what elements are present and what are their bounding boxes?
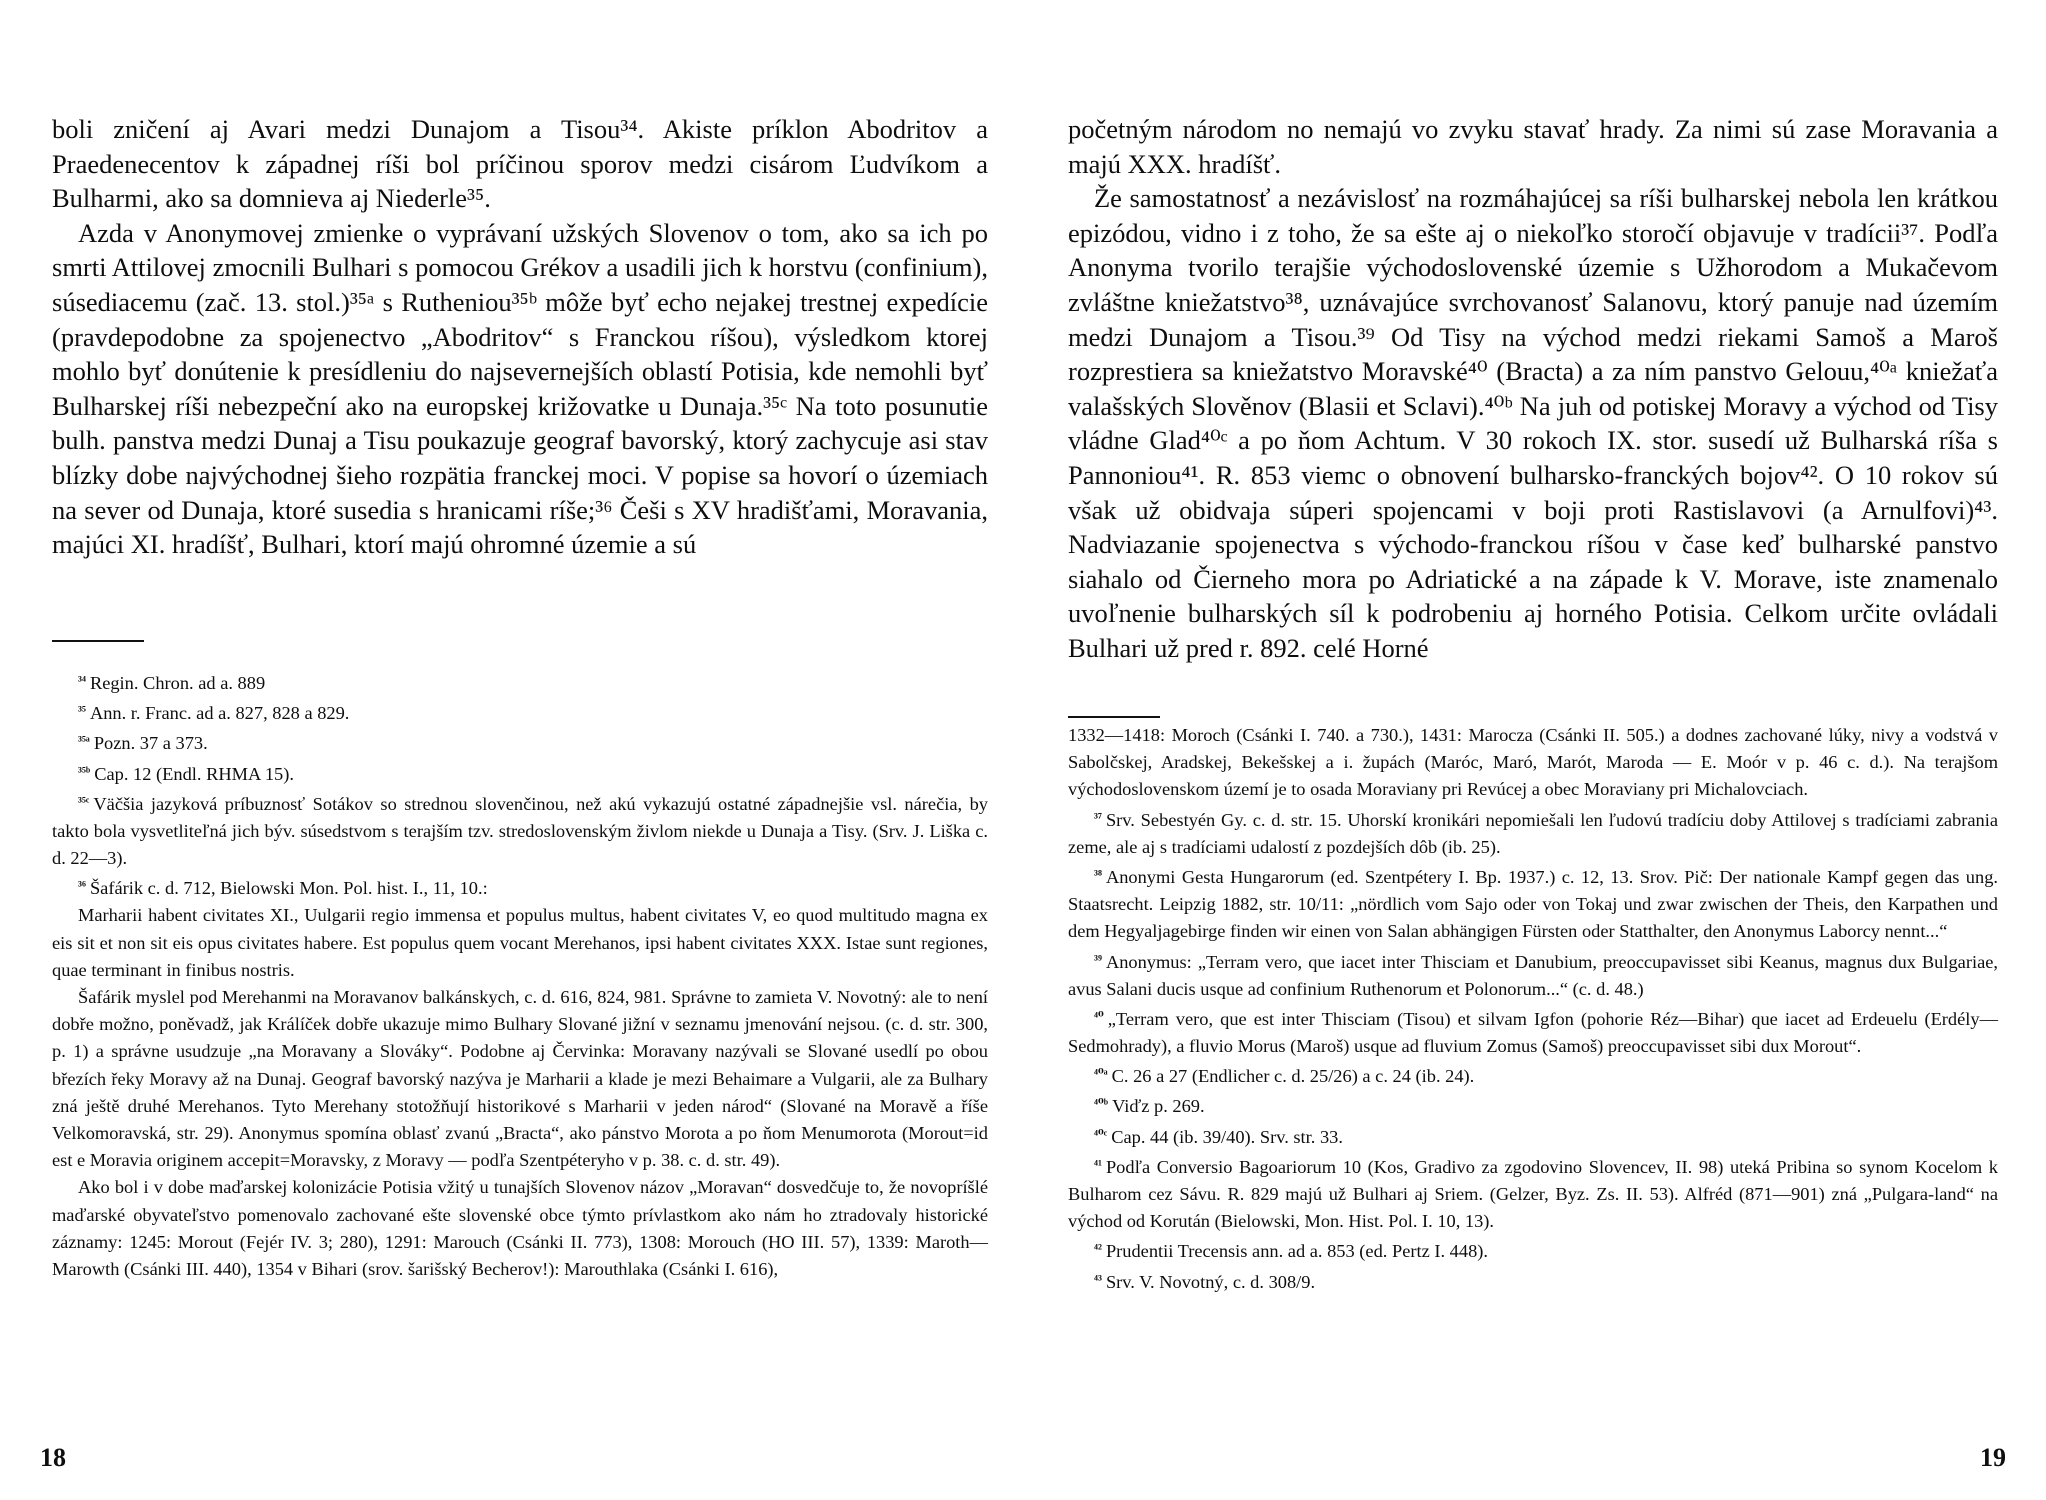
right-paragraph: početným národom no nemajú vo zvyku stavať hrady. Za nimi sú zase Moravania a majú XXX. hradíšť.: [1068, 114, 1998, 179]
right-paragraph: Že samostatnosť a nezávislosť na rozmáhajúcej sa ríši bulharskej nebola len krátkou epizódou, vidno i z toho, že sa ešte aj o niekoľko storočí objavuje v tradícii³⁷. Podľa Anonyma tvorilo terajšie východoslovenské územie s Užhorodom a Mukačevom zvláštne kniežatstvo³⁸, uznávajúce svrchovanosť Salanovu, ktorý panuje nad územím medzi Dunajom a Tisou.³⁹ Od Tisy na východ medzi riekami Samoš a Maroš rozprestiera sa kniežatstvo Moravské⁴⁰ (Bracta) a za ním panstvo Gelouu,⁴⁰ᵃ kniežaťa valašských Slověnov (Blasii et Sclavi).⁴⁰ᵇ Na juh od potiskej Moravy a východ od Tisy vládne Glad⁴⁰ᶜ a po ňom Achtum. V 30 rokoch IX. stor. susedí už Bulharská ríša s Pannoniou⁴¹. R. 853 viemc o obnovení bulharsko-franckých bojov⁴². O 10 rokov sú však už obidvaja súperi spojencami v boji proti Rastislavovi (a Arnulfovi)⁴³. Nadviazanie spojenectva s východo-franckou ríšou v čase keď bulharské panstvo siahalo od Čierneho mora po Adriatické a na západe k V. Morave, iste znamenalo uvoľnenie bulharských síl k podrobeniu aj horného Potisia. Celkom určite ovládali Bulhari už pred r. 892. celé Horné: [1068, 183, 1998, 663]
footnote-text: Viďz p. 269.: [1112, 1096, 1205, 1117]
footnote-text: „Terram vero, que est inter Thisciam (Tisou) et silvam Igfon (pohorie Réz—Bihar) que iacet ad Erdeuelu (Erdély—Sedmohrady), a fluvio Morus (Maroš) usque ad fluvium Zomus (Samoš) preoccupavisset sibi dux Morout“.: [1068, 1008, 1998, 1057]
footnote-mark: ³⁵ᵇ: [78, 763, 91, 779]
footnote-rule: [1068, 716, 1160, 718]
page-number: 18: [40, 1443, 66, 1472]
footnote: [1068, 1060, 1998, 1090]
footnote-mark: ³⁵: [78, 703, 86, 719]
right-body-text: [1068, 112, 1998, 666]
footnote: [52, 872, 988, 902]
footnote-text: Pozn. 37 a 373.: [93, 733, 208, 754]
footnote-text: Regin. Chron. ad a. 889: [89, 672, 266, 693]
footnote-text: Podľa Conversio Bagoariorum 10 (Kos, Gradivo za zgodovino Slovencev, II. 98) uteká Pribina so synom Kocelom k Bulharom cez Sávu. R. 829 majú už Bulhari aj Sriem. (Gelzer, Byz. Zs. II. 53). Alfréd (871—901) zná „Pulgara-land“ na východ od Korután (Bielowski, Mon. Hist. Pol. I. 10, 13).: [1068, 1156, 1998, 1232]
footnote-continuation: Ako bol i v dobe maďarskej kolonizácie Potisia vžitý u tunajších Slovenov názov „Moravan“ dosvedčuje to, že novopríšlé maďarské obyvateľstvo pomenovalo zachované ešte slovenské obce týmto prívlastkom ako nám ho ztradovaly historické záznamy: 1245: Morout (Fejér IV. 3; 280), 1291: Marouch (Csánki II. 773), 1308: Morouch (HO III. 57), 1339: Maroth—Marowth (Csánki III. 440), 1354 v Bihari (srov. šarišský Becherov!): Marouthlaka (Csánki I. 616),: [52, 1177, 988, 1280]
footnote-text: Cap. 44 (ib. 39/40). Srv. str. 33.: [1111, 1126, 1343, 1147]
footnote-rule: [52, 640, 144, 642]
footnote-mark: ⁴⁰ᶜ: [1094, 1126, 1108, 1142]
page-number: 19: [1980, 1443, 2006, 1472]
footnote: [1068, 1003, 1998, 1060]
footnote: [1068, 946, 1998, 1003]
footnote-text: Šafárik c. d. 712, Bielowski Mon. Pol. hist. I., 11, 10.:: [89, 878, 488, 899]
footnote-mark: ³⁸: [1094, 866, 1102, 882]
footnote-mark: ³⁷: [1094, 809, 1102, 825]
footnote: [52, 667, 988, 697]
footnote-mark: ³⁵ᶜ: [78, 793, 90, 809]
footnote-text: Ann. r. Franc. ad a. 827, 828 a 829.: [89, 703, 350, 724]
footnote: [1068, 1151, 1998, 1236]
footnote-continuation: Šafárik myslel pod Merehanmi na Moravanov balkánskych, c. d. 616, 824, 981. Správne to zamieta V. Novotný: ale to není dobře možno, poněvadž, jak Králíček dobře ukazuje mimo Bulhary Slované jižní v seznamu jmenování nejsou. (c. d. str. 300, p. 1) a správne usudzuje „na Moravany a Slováky“. Podobne aj Červinka: Moravany nazývali se Slované usedlí po obou březích řeky Moravy až na Dunaj. Geograf bavorský nazýva je Marharii a klade je mezi Behaimare a Vulgarii, ale za Bulhary zná ještě druhé Merehanos. Tyto Merehany stotožňují historikové s Marharii v jeden národ“ (Slované na Moravě a říše Velkomoravská, str. 29). Anonymus spomína oblasť zvanú „Bracta“, ako pánstvo Morota a po ňom Menumorota (Morout=id est e Moravia originem accepit=Moravsky, z Moravy — podľa Szentpéteryho v p. 38. c. d. str. 49).: [52, 987, 988, 1171]
right-page: [1023, 0, 2046, 1500]
footnote: [1068, 1121, 1998, 1151]
footnote-continuation: Marharii habent civitates XI., Uulgarii regio immensa et populus multus, habent civitates V, eo quod multitudo magna ex eis sit et non sit eis opus civitates habere. Est populus quem vocant Merehanos, ipsi habent civitates XXX. Istae sunt regiones, quae terminant in finibus nostris.: [52, 905, 988, 980]
footnote: [52, 788, 988, 873]
footnote-mark: ⁴⁰: [1094, 1008, 1104, 1024]
footnote: [1068, 861, 1998, 946]
left-paragraph: Azda v Anonymovej zmienke o vyprávaní užských Slovenov o tom, ako sa ich po smrti Attilovej zmocnili Bulhari s pomocou Grékov a usadili jich k horstvu (confinium), súsediacemu (zač. 13. stol.)³⁵ᵃ s Rutheniou³⁵ᵇ môže byť echo nejakej trestnej expedície (pravdepodobne za spojenectvo „Abodritov“ s Franckou ríšou), výsledkom ktorej mohlo byť donútenie k presídleniu do najsevernejších oblastí Potisia, kde nemohli byť Bulharskej ríši nebezpeční ako na europskej križovatke u Dunaja.³⁵ᶜ Na toto posunutie bulh. panstva medzi Dunaj a Tisu poukazuje geograf bavorský, ktorý zachycuje asi stav blízky dobe najvýchodnej šieho rozpätia franckej moci. V popise sa hovorí o územiach na sever od Dunaja, ktoré susedia s hranicami ríše;³⁶ Češi s XV hradišťami, Moravania, majúci XI. hradíšť, Bulhari, ktorí majú ohromné územie a sú: [52, 217, 988, 560]
footnote-text: Väčšia jazyková príbuznosť Sotákov so strednou slovenčinou, než akú vykazujú ostatné západnejšie vsl. nárečia, by takto bola vysvetliteľná jich býv. súsedstvom s terajším tzv. stredoslovenským živlom niekde u Dunaja a Tisy. (Srv. J. Liška c. d. 22—3).: [52, 793, 988, 869]
footnote-text: Prudentii Trecensis ann. ad a. 853 (ed. Pertz I. 448).: [1105, 1241, 1488, 1262]
footnote: [52, 697, 988, 727]
footnote-mark: ⁴³: [1094, 1271, 1102, 1287]
footnote-mark: ³⁶: [78, 878, 86, 894]
footnote-text: Srv. V. Novotný, c. d. 308/9.: [1105, 1271, 1316, 1292]
footnote-text: Anonymi Gesta Hungarorum (ed. Szentpétery I. Bp. 1937.) c. 12, 13. Srov. Pič: Der nationale Kampf gegen das ung. Staatsrecht. Leipzig 1882, str. 10/11: „nördlich vom Sajo oder von Tokaj und zwar zwischen der Theis, den Karpathen und dem Hegyaljagebirge finden wir einen von Salan abhängigen Fürsten oder Statthalter, den Anonymus Laborcy nennt...“: [1068, 866, 1998, 942]
footnote-mark: ⁴¹: [1094, 1156, 1102, 1172]
left-footnotes: [52, 667, 988, 1283]
right-footnotes: [1068, 722, 1998, 1296]
footnote-mark: ⁴⁰ᵇ: [1094, 1096, 1109, 1112]
footnote: [1068, 1090, 1998, 1120]
footnote-mark: ³⁹: [1094, 951, 1102, 967]
footnote-mark: ⁴²: [1094, 1241, 1102, 1257]
left-paragraph: boli zničení aj Avari medzi Dunajom a Tisou³⁴. Akiste príklon Abodritov a Praedenecentov k západnej ríši bol príčinou sporov medzi cisárom Ľudvíkom a Bulharmi, ako sa domnieva aj Niederle³⁵.: [52, 114, 988, 214]
footnote-mark: ³⁴: [78, 673, 86, 688]
footnote: [52, 727, 988, 757]
footnote: [52, 758, 988, 788]
footnote: [1068, 1266, 1998, 1296]
footnote-mark: ³⁵ᵃ: [78, 733, 90, 749]
footnote: [1068, 804, 1998, 861]
footnote-continuation: 1332—1418: Moroch (Csánki I. 740. a 730.), 1431: Marocza (Csánki II. 505.) a dodnes zachované lúky, nivy a vodstvá v Sabolčskej, Aradskej, Bekešskej a i. župách (Maróc, Maró, Marót, Maroda — E. Moór v p. 46 c. d.). Na terajšom východoslovenskom území je to osada Moraviany pri Revúcej a obec Moraviany pri Michalovciach.: [1068, 725, 1998, 800]
footnote-mark: ⁴⁰ᵃ: [1094, 1066, 1108, 1082]
footnote: [1068, 1235, 1998, 1265]
footnote-text: Cap. 12 (Endl. RHMA 15).: [94, 763, 294, 784]
left-body-text: [52, 112, 988, 562]
footnote-text: C. 26 a 27 (Endlicher c. d. 25/26) a c. 24 (ib. 24).: [1111, 1066, 1475, 1087]
footnote-text: Anonymus: „Terram vero, que iacet inter Thisciam et Danubium, preoccupavisset sibi Keanus, magnus dux Bulgariae, avus Salani ducis usque ad confinium Ruthenorum et Polonorum...“ (c. d. 48.): [1068, 951, 1998, 999]
footnote-text: Srv. Sebestyén Gy. c. d. str. 15. Uhorskí kronikári nepomiešali len ľudovú tradíciu doby Attilovej s tradíciami zabrania zeme, ale aj s tradíciami udalostí z pozdejších dôb (ib. 25).: [1068, 809, 1998, 857]
